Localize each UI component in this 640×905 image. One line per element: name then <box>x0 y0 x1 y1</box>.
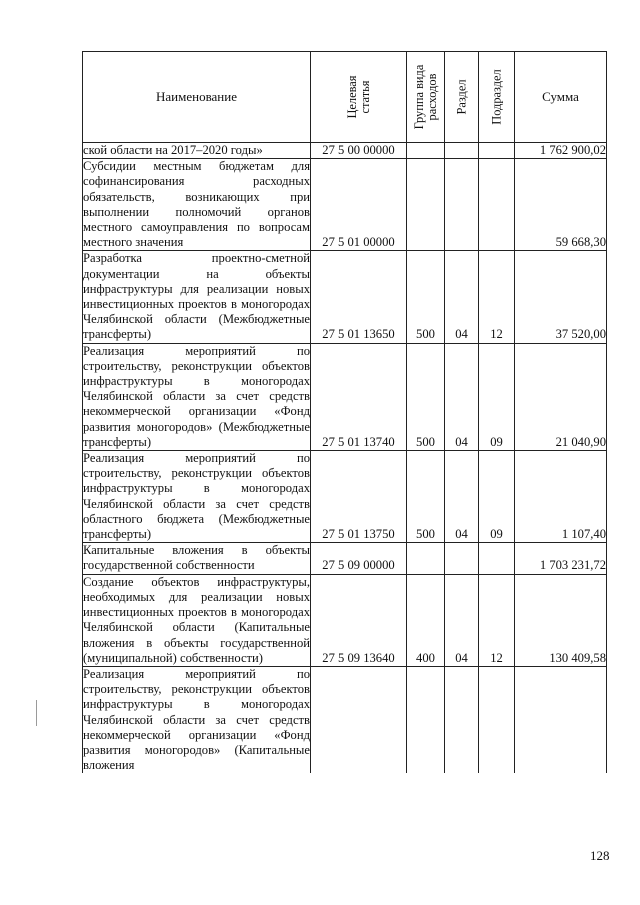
row-subsection <box>479 159 515 251</box>
row-code: 27 5 01 13650 <box>311 251 407 343</box>
table-row <box>83 143 607 159</box>
row-sum: 1 703 231,72 <box>515 543 607 574</box>
row-group <box>407 543 445 574</box>
row-subsection <box>479 543 515 574</box>
row-code: 27 5 01 13750 <box>311 451 407 543</box>
row-name: Капитальные вложения в объекты государственной собственности <box>83 543 310 573</box>
row-code: 27 5 01 13740 <box>311 343 407 450</box>
row-name: Создание объектов инфраструктуры, необходимых для реализации новых инвестиционных проектов в моногородах Челябинской области (Капитальные вложения в объекты государственной (муниципальной) собственности) <box>83 574 310 665</box>
row-sum: 59 668,30 <box>515 159 607 251</box>
table-row <box>83 251 607 343</box>
header-subsection <box>479 52 515 143</box>
row-group <box>407 666 445 773</box>
header-target-article-text: Целевая статья <box>344 75 372 119</box>
row-sum: 1 762 900,02 <box>515 143 607 159</box>
row-subsection: 09 <box>479 343 515 450</box>
header-expense-type-text: Группа вида расходов <box>411 64 439 130</box>
row-code: 27 5 09 00000 <box>311 543 407 574</box>
row-name: Реализация мероприятий по строительству, реконструкции объектов инфраструктуры в моногородах Челябинской области за счет средств некоммерческой организации «Фонд развития моногородов» (Межбюджетные трансферты) <box>83 343 310 449</box>
header-row <box>83 52 607 143</box>
row-sum <box>515 666 607 773</box>
header-section <box>445 52 479 143</box>
table-row <box>83 451 607 543</box>
header-target-article <box>311 52 407 143</box>
row-group: 500 <box>407 343 445 450</box>
table-row <box>83 666 607 773</box>
row-subsection: 12 <box>479 251 515 343</box>
header-name: Наименование <box>83 52 311 143</box>
row-code: 27 5 01 00000 <box>311 159 407 251</box>
row-name: Субсидии местным бюджетам для софинансирования расходных обязательств, возникающих при выполнении полномочий органов местного самоуправления по вопросам местного значения <box>83 159 310 250</box>
row-section <box>445 159 479 251</box>
row-sum: 1 107,40 <box>515 451 607 543</box>
row-sum: 21 040,90 <box>515 343 607 450</box>
row-section: 04 <box>445 343 479 450</box>
row-group <box>407 159 445 251</box>
row-code <box>311 666 407 773</box>
header-subsection-text: Подраздел <box>489 69 503 125</box>
row-section <box>445 543 479 574</box>
header-section-text: Раздел <box>454 79 468 115</box>
row-group: 400 <box>407 574 445 666</box>
table-row <box>83 343 607 450</box>
row-name: Реализация мероприятий по строительству, реконструкции объектов инфраструктуры в моногородах Челябинской области за счет средств некоммерческой организации «Фонд развития моногородов» (Капитальные вложения <box>83 666 310 773</box>
row-section: 04 <box>445 251 479 343</box>
header-sum: Сумма <box>515 52 607 143</box>
row-subsection: 12 <box>479 574 515 666</box>
table-row <box>83 543 607 574</box>
budget-table <box>82 51 607 773</box>
row-code: 27 5 00 00000 <box>311 143 407 159</box>
row-subsection <box>479 666 515 773</box>
row-sum: 130 409,58 <box>515 574 607 666</box>
row-name: Разработка проектно-сметной документации на объекты инфраструктуры для реализации новых инвестиционных проектов в моногородах Челябинской области (Межбюджетные трансферты) <box>83 251 310 342</box>
header-expense-type <box>407 52 445 143</box>
table-row <box>83 574 607 666</box>
row-section: 04 <box>445 574 479 666</box>
row-group: 500 <box>407 451 445 543</box>
row-section <box>445 143 479 159</box>
row-section <box>445 666 479 773</box>
row-code: 27 5 09 13640 <box>311 574 407 666</box>
row-sum: 37 520,00 <box>515 251 607 343</box>
table-row <box>83 159 607 251</box>
row-subsection <box>479 143 515 159</box>
row-name: ской области на 2017–2020 годы» <box>83 143 311 159</box>
row-name: Реализация мероприятий по строительству, реконструкции объектов инфраструктуры в моногородах Челябинской области за счет средств областного бюджета (Межбюджетные трансферты) <box>83 451 310 542</box>
page-number: 128 <box>590 848 610 863</box>
row-subsection: 09 <box>479 451 515 543</box>
scan-artifact <box>36 700 37 726</box>
row-group: 500 <box>407 251 445 343</box>
row-section: 04 <box>445 451 479 543</box>
row-group <box>407 143 445 159</box>
